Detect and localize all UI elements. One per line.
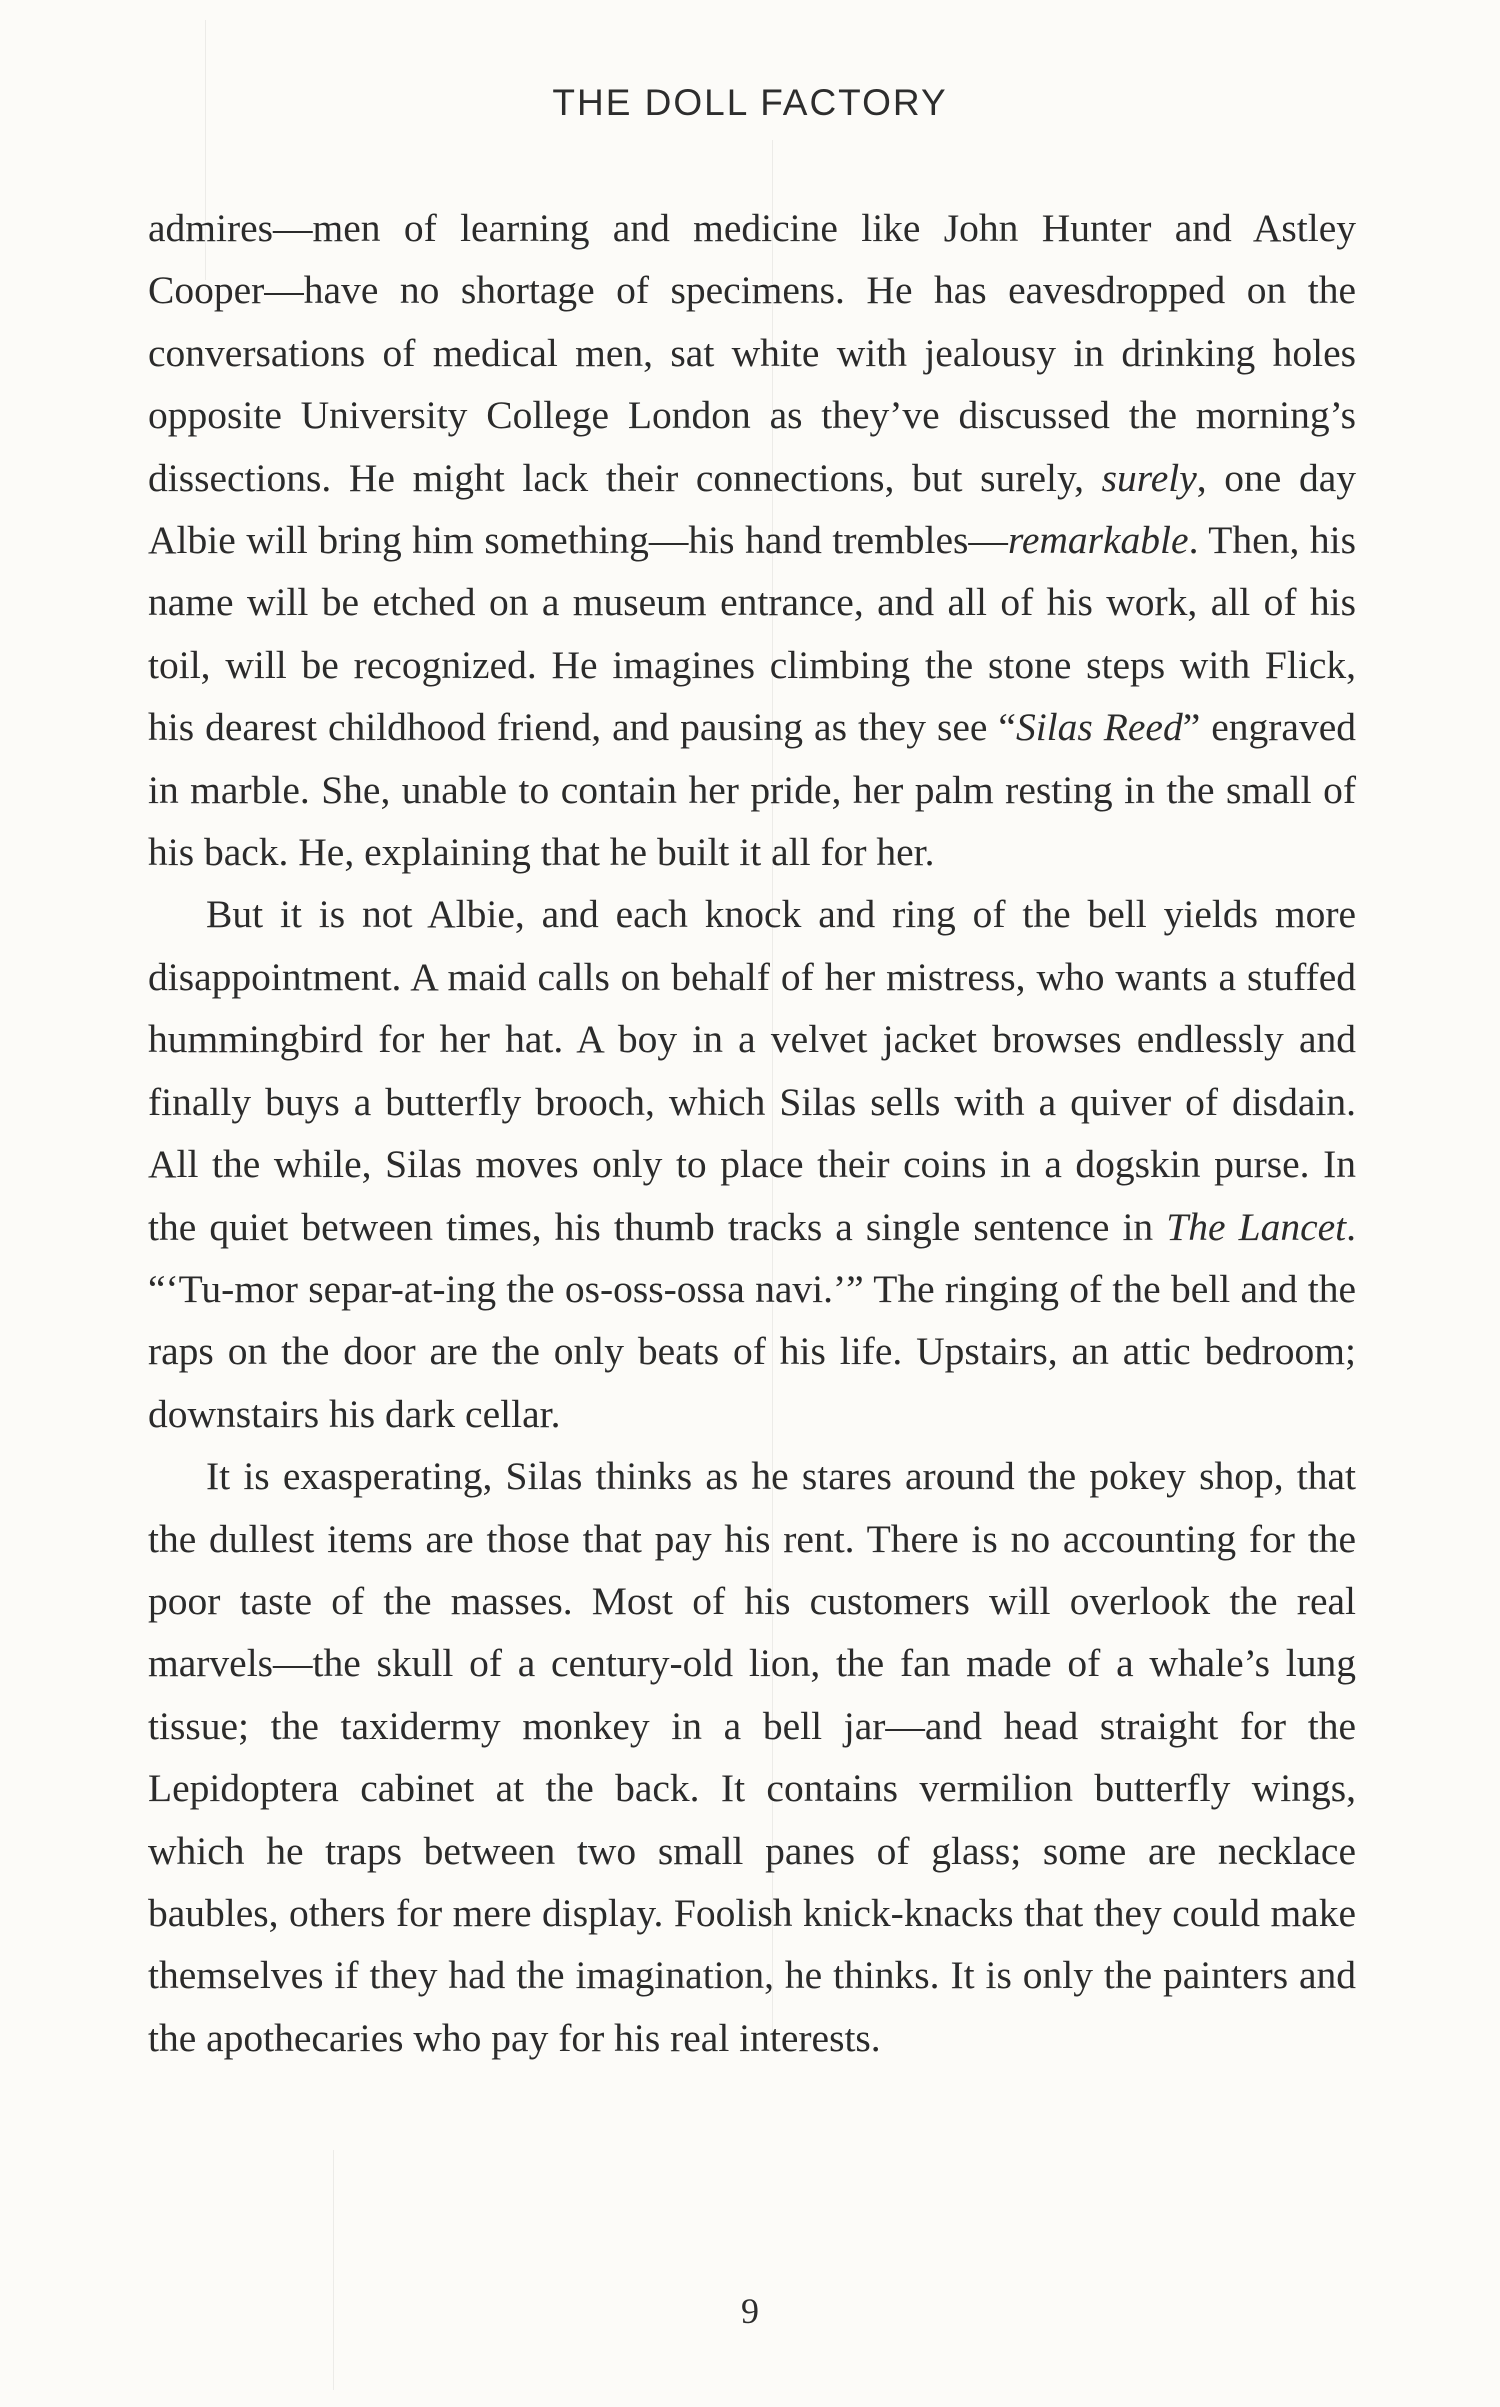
running-title: THE DOLL FACTORY [552,82,948,123]
text-run-italic: surely [1101,455,1197,500]
text-run-italic: Silas Reed [1015,705,1183,750]
text-run: . Then, his name will be etched on a museum entrance, and all of his work, all of his toil, will be recognized. He imagines climbing the stone steps with Flick, his dearest childhood friend, and pausing as they see “ [148,518,1356,750]
page-number: 9 [741,2291,759,2331]
text-run: It is exasperating, Silas thinks as he stares around the pokey shop, that the dullest items are those that pay his rent. There is no accounting for the poor taste of the masses. Most of his customers will overlook the real marvels—the skull of a century-old lion, the fan made of a whale’s lung tissue; the taxidermy monkey in a bell jar—and head straight for the Lepidoptera cabinet at the back. It contains vermilion butterfly wings, which he traps between two small panes of glass; some are necklace baubles, others for mere display. Foolish knick-knacks that they could make themselves if they had the imagination, he thinks. It is only the painters and the apothecaries who pay for his real interests. [148,1454,1356,2060]
paragraph-1 [148,197,1356,883]
paragraph-2 [148,883,1356,1445]
scan-mark [333,2150,334,2390]
text-run: , one day Albie will bring him something—his hand trembles— [148,455,1356,563]
paragraph-3 [148,1445,1356,2069]
body-text [148,197,1356,2069]
text-run-italic: remarkable [1007,518,1189,563]
text-run: admires—men of learning and medicine like John Hunter and Astley Cooper—have no shortage of specimens. He has eavesdropped on the conversations of medical men, sat white with jealousy in drinking holes opposite University College London as they’ve discussed the morning’s dissections. He might lack their connections, but surely, [148,206,1356,500]
text-run: But it is not Albie, and each knock and ring of the bell yields more disappointment. A maid calls on behalf of her mistress, who wants a stuffed hummingbird for her hat. A boy in a velvet jacket browses endlessly and finally buys a butterfly brooch, which Silas sells with a quiver of disdain. All the while, Silas moves only to place their coins in a dogskin purse. In the quiet between times, his thumb tracks a single sentence in [148,892,1356,1249]
text-run-italic: The Lancet [1166,1204,1347,1249]
text-run: ” engraved in marble. She, unable to contain her pride, her palm resting in the small of his back. He, explaining that he built it all for her. [148,705,1356,875]
text-run: . “‘Tu-mor separ-at-ing the os-oss-ossa navi.’” The ringing of the bell and the raps on the door are the only beats of his life. Upstairs, an attic bedroom; downstairs his dark cellar. [148,1204,1356,1436]
